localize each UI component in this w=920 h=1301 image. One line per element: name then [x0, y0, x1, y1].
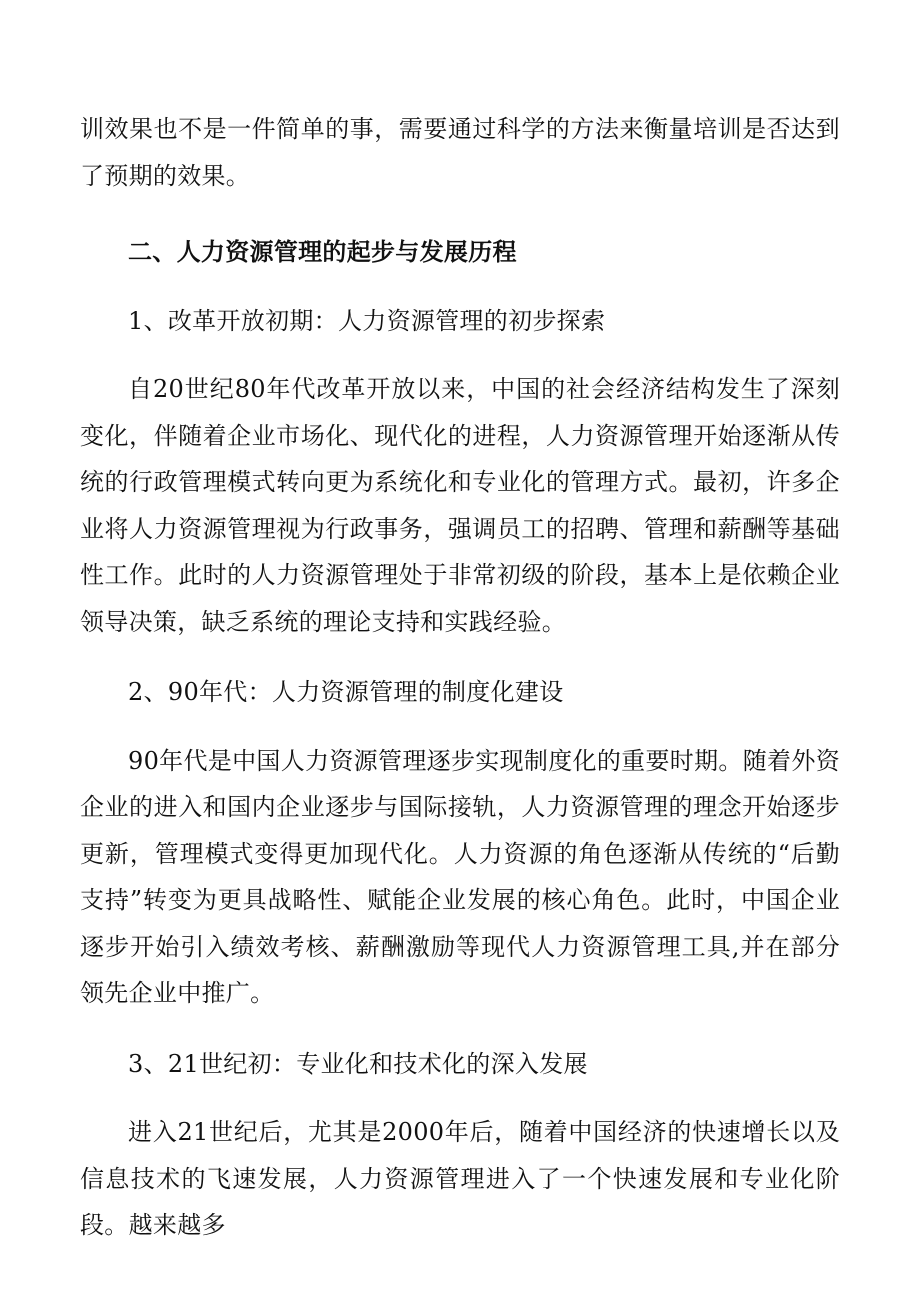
spacer: [80, 344, 840, 366]
spacer: [80, 1087, 840, 1109]
subsection-body-2: 90年代是中国人力资源管理逐步实现制度化的重要时期。随着外资企业的进入和国内企业逐步与国际接轨，人力资源管理的理念开始逐步更新，管理模式变得更加现代化。人力资源的角色逐渐从传统的“后勤支持”转变为更具战略性、赋能企业发展的核心角色。此时，中国企业逐步开始引入绩效考核、薪酬激励等现代人力资源管理工具,并在部分领先企业中推广。: [80, 746, 840, 1007]
spacer: [80, 1017, 840, 1041]
subsection-heading-2: 2、90年代：人力资源管理的制度化建设: [128, 678, 564, 706]
subsection-body-1: 自20世纪80年代改革开放以来，中国的社会经济结构发生了深刻变化，伴随着企业市场化、现代化的进程，人力资源管理开始逐渐从传统的行政管理模式转向更为系统化和专业化的管理方式。最初，许多企业将人力资源管理视为行政事务，强调员工的招聘、管理和薪酬等基础性工作。此时的人力资源管理处于非常初级的阶段，基本上是依赖企业领导决策，缺乏系统的理论支持和实践经验。: [80, 375, 840, 636]
subsection-heading-1: 1、改革开放初期：人力资源管理的初步探索: [128, 306, 606, 335]
continuation-paragraph: 训效果也不是一件简单的事，需要通过科学的方法来衡量培训是否达到了预期的效果。: [80, 115, 840, 190]
spacer: [80, 645, 840, 669]
document-page: [80, 106, 840, 1249]
subsection-body-3: 进入21世纪后，尤其是2000年后，随着中国经济的快速增长以及信息技术的飞速发展，人力资源管理进入了一个快速发展和专业化阶段。越来越多: [80, 1118, 840, 1239]
subsection-heading-3: 3、21世纪初：专业化和技术化的深入发展: [128, 1049, 588, 1078]
section-heading: 二、人力资源管理的起步与发展历程: [128, 237, 517, 266]
spacer: [80, 716, 840, 738]
spacer: [80, 199, 840, 229]
spacer: [80, 276, 840, 298]
